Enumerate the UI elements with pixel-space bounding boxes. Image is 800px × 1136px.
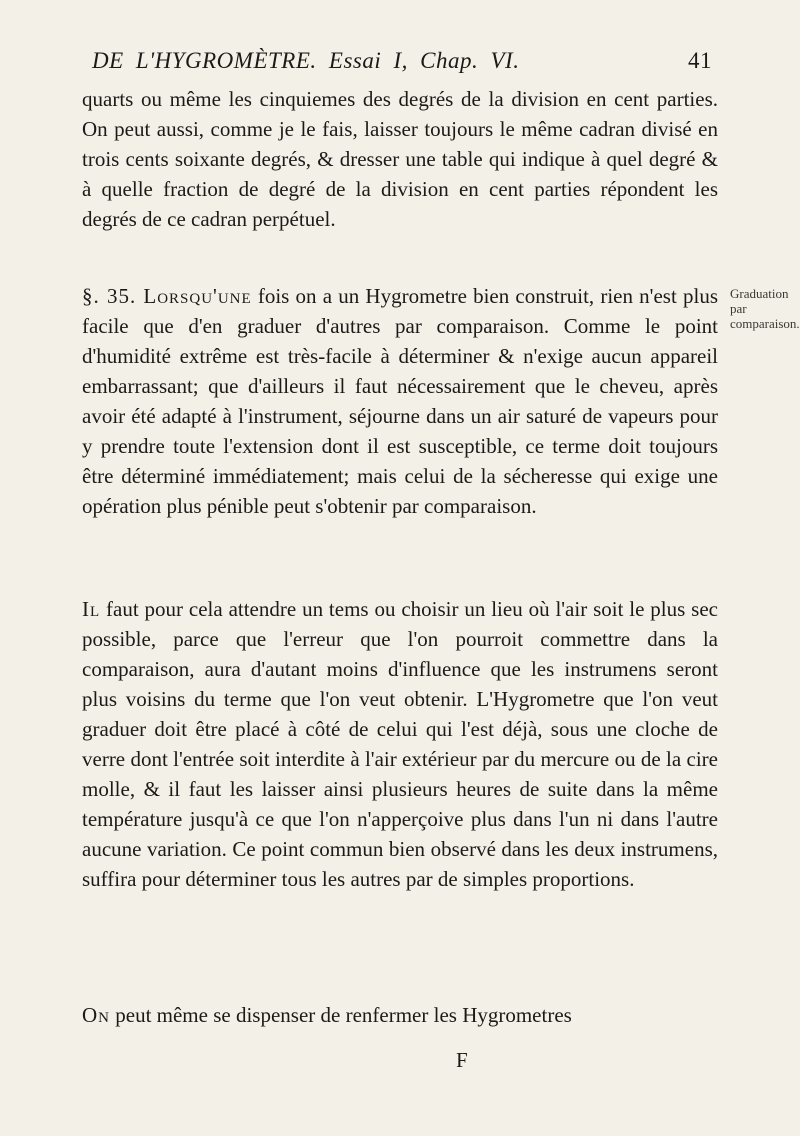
paragraph-2-text: fois on a un Hygrometre bien construit, rien n'est plus facile que d'en graduer d'autres par comparaison. Comme le point d'humidité extrême est très-facile à déterminer & n'exige aucun appareil embarrassant; que d'ailleurs il faut nécessairement que le cheveu, après avoir été adapté à l'instrument, séjourne dans un air saturé de vapeurs pour y prendre toute l'extension dont il est susceptible, ce terme doit toujours être déterminé immédiatement; mais celui de la sécheresse qui exige une opération plus pénible peut s'obtenir par comparaison.: [82, 284, 718, 518]
running-title: DE L'HYGROMÈTRE. Essai I, Chap. VI.: [92, 48, 520, 73]
paragraph-4-text: peut même se dispenser de renfermer les Hygrometres: [115, 1003, 572, 1027]
paragraph-3-lead: Il: [82, 597, 101, 621]
paragraph-2: [82, 281, 718, 521]
catchword: F: [456, 1048, 468, 1072]
page-number: 41: [688, 48, 712, 73]
paragraph-1-text: quarts ou même les cinquiemes des degrés de la division en cent parties. On peut aussi, comme je le fais, laisser toujours le même cadran divisé en trois cents soixante degrés, & dresser une table qui indique à quel degré & à quelle fraction de degré de la division en cent parties répondent les degrés de ce cadran perpétuel.: [82, 87, 718, 231]
margin-note: Graduation par comparaison.: [730, 286, 800, 331]
section-lead: §. 35. Lorsqu'une: [82, 284, 252, 308]
paragraph-3: [82, 594, 718, 894]
paragraph-4: [82, 1000, 718, 1030]
paragraph-4-lead: On: [82, 1003, 110, 1027]
running-header: [92, 48, 712, 84]
paragraph-1: [82, 84, 718, 234]
paragraph-3-text: faut pour cela attendre un tems ou choisir un lieu où l'air soit le plus sec possible, parce que l'erreur que l'on pourroit commettre dans la comparaison, aura d'autant moins d'influence que les instrumens seront plus voisins du terme que l'on veut obtenir. L'Hygrometre que l'on veut graduer doit être placé à côté de celui qui l'est déjà, sous une cloche de verre dont l'entrée soit interdite à l'air extérieur par du mercure ou de la cire molle, & il faut les laisser ainsi plusieurs heures de suite dans la même température jusqu'à ce que l'on n'apperçoive plus dans l'un ni dans l'autre aucune variation. Ce point commun bien observé dans les deux instrumens, suffira pour déterminer tous les autres par de simples proportions.: [82, 597, 718, 891]
